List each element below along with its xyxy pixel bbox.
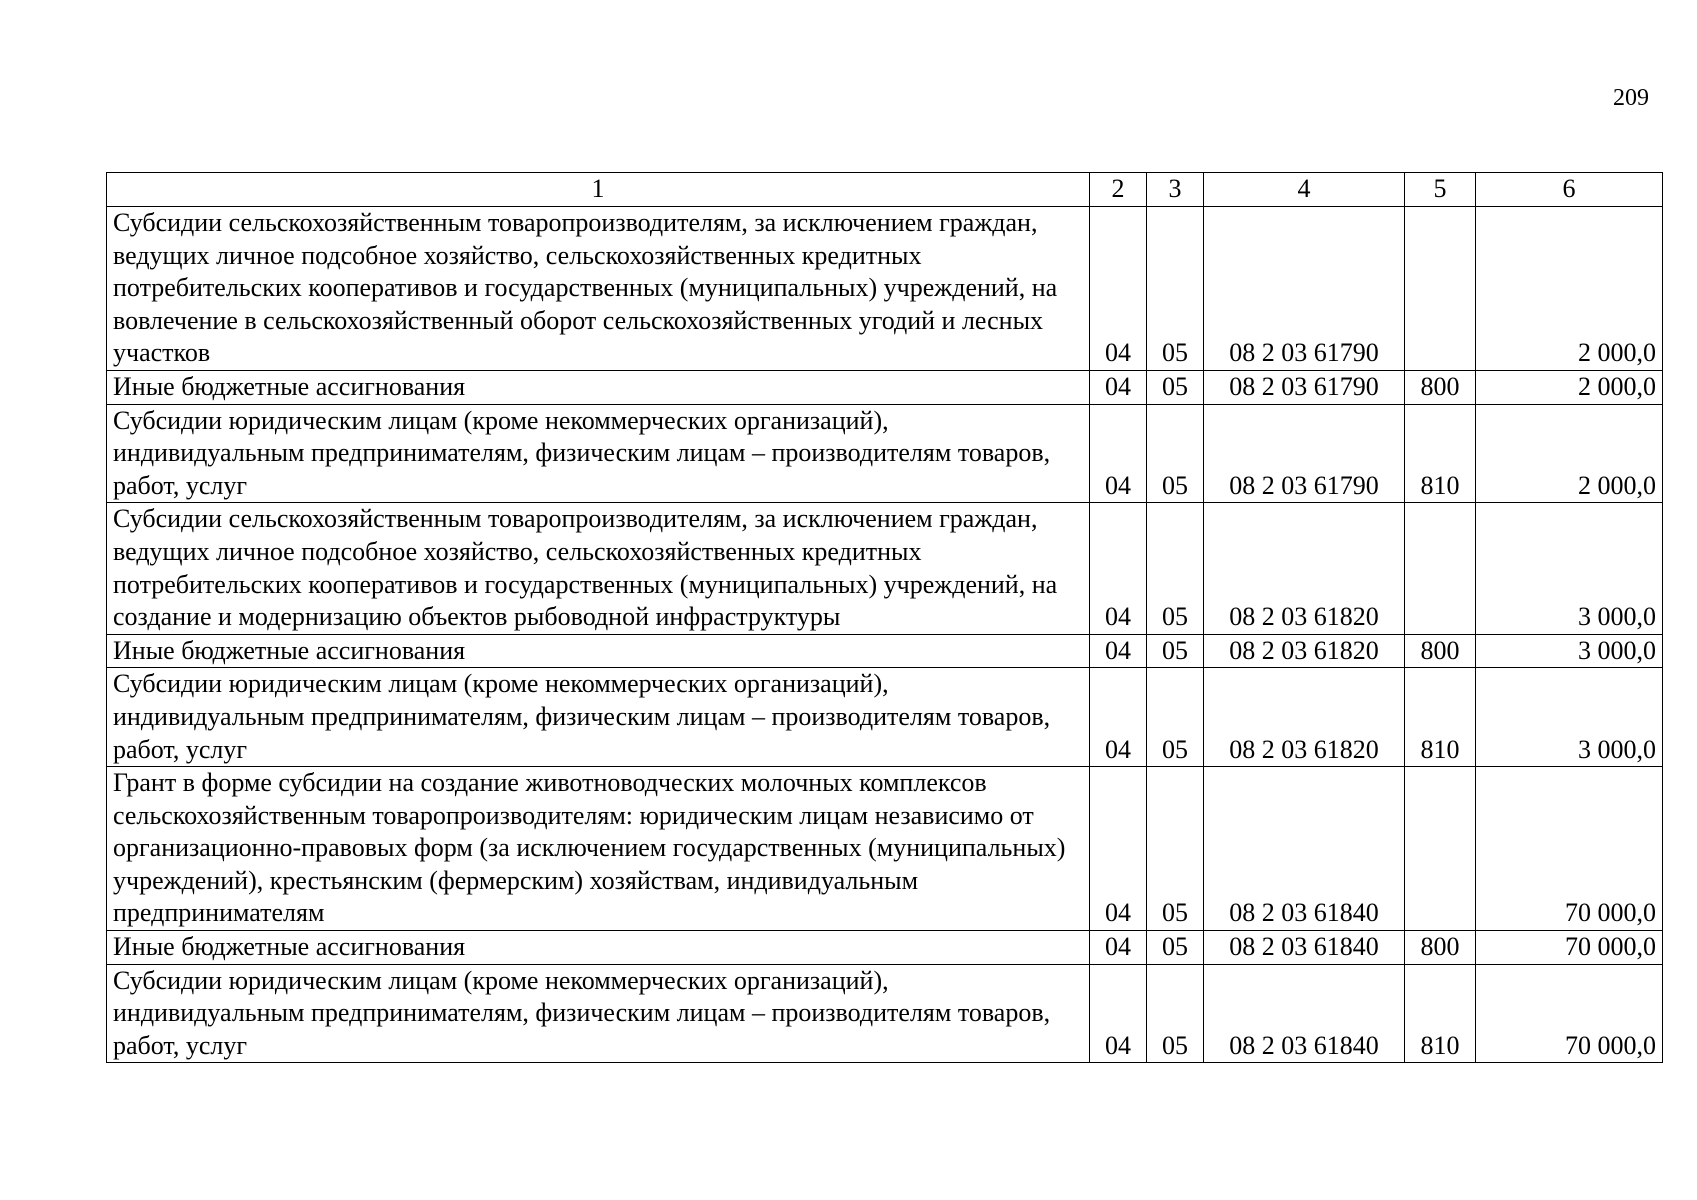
row-name-cell: Иные бюджетные ассигнования — [107, 634, 1090, 668]
row-target-article-cell: 08 2 03 61820 — [1204, 634, 1405, 668]
budget-table — [106, 172, 1663, 1063]
row-target-article-cell: 08 2 03 61840 — [1204, 931, 1405, 965]
row-name-cell: Субсидии юридическим лицам (кроме некоммерческих организаций), индивидуальным предпринимателям, физическим лицам – производителям товаров, работ, услуг — [107, 404, 1090, 503]
row-section-cell: 04 — [1090, 207, 1147, 371]
row-subsection-cell: 05 — [1147, 503, 1204, 634]
row-target-article-cell: 08 2 03 61790 — [1204, 207, 1405, 371]
row-amount-cell: 3 000,0 — [1476, 503, 1663, 634]
row-section-cell: 04 — [1090, 634, 1147, 668]
row-amount-cell: 3 000,0 — [1476, 634, 1663, 668]
header-cell-3: 3 — [1147, 173, 1204, 207]
row-target-article-cell: 08 2 03 61790 — [1204, 404, 1405, 503]
row-name-cell: Субсидии юридическим лицам (кроме некоммерческих организаций), индивидуальным предпринимателям, физическим лицам – производителям товаров, работ, услуг — [107, 964, 1090, 1063]
row-section-cell: 04 — [1090, 404, 1147, 503]
row-target-article-cell: 08 2 03 61790 — [1204, 370, 1405, 404]
row-expense-type-cell: 800 — [1405, 634, 1476, 668]
header-cell-4: 4 — [1204, 173, 1405, 207]
row-expense-type-cell — [1405, 503, 1476, 634]
row-expense-type-cell: 800 — [1405, 370, 1476, 404]
table-row — [107, 668, 1663, 767]
page-number: 209 — [1613, 85, 1649, 111]
row-amount-cell: 70 000,0 — [1476, 767, 1663, 931]
row-name-cell: Субсидии сельскохозяйственным товаропроизводителям, за исключением граждан, ведущих личное подсобное хозяйство, сельскохозяйственных кредитных потребительских кооперативов и государственных (муниципальных) учреждений, на вовлечение в сельскохозяйственный оборот сельскохозяйственных угодий и лесных участков — [107, 207, 1090, 371]
row-expense-type-cell: 810 — [1405, 404, 1476, 503]
row-section-cell: 04 — [1090, 370, 1147, 404]
row-target-article-cell: 08 2 03 61840 — [1204, 767, 1405, 931]
row-expense-type-cell — [1405, 207, 1476, 371]
row-section-cell: 04 — [1090, 668, 1147, 767]
row-expense-type-cell: 810 — [1405, 668, 1476, 767]
row-name-cell: Грант в форме субсидии на создание животноводческих молочных комплексов сельскохозяйственным товаропроизводителям: юридическим лицам независимо от организационно-правовых форм (за исключением государственных (муниципальных) учреждений), крестьянским (фермерским) хозяйствам, индивидуальным предпринимателям — [107, 767, 1090, 931]
header-cell-6: 6 — [1476, 173, 1663, 207]
header-cell-2: 2 — [1090, 173, 1147, 207]
table-row — [107, 634, 1663, 668]
row-amount-cell: 70 000,0 — [1476, 931, 1663, 965]
row-amount-cell: 3 000,0 — [1476, 668, 1663, 767]
header-cell-5: 5 — [1405, 173, 1476, 207]
row-name-cell: Иные бюджетные ассигнования — [107, 931, 1090, 965]
row-amount-cell: 2 000,0 — [1476, 404, 1663, 503]
row-target-article-cell: 08 2 03 61820 — [1204, 668, 1405, 767]
row-amount-cell: 70 000,0 — [1476, 964, 1663, 1063]
row-name-cell: Субсидии юридическим лицам (кроме некоммерческих организаций), индивидуальным предпринимателям, физическим лицам – производителям товаров, работ, услуг — [107, 668, 1090, 767]
row-section-cell: 04 — [1090, 931, 1147, 965]
table-row — [107, 370, 1663, 404]
row-subsection-cell: 05 — [1147, 668, 1204, 767]
row-expense-type-cell: 800 — [1405, 931, 1476, 965]
row-amount-cell: 2 000,0 — [1476, 207, 1663, 371]
table-row — [107, 404, 1663, 503]
row-subsection-cell: 05 — [1147, 404, 1204, 503]
row-subsection-cell: 05 — [1147, 767, 1204, 931]
row-section-cell: 04 — [1090, 767, 1147, 931]
header-row — [107, 173, 1663, 207]
row-target-article-cell: 08 2 03 61840 — [1204, 964, 1405, 1063]
row-section-cell: 04 — [1090, 503, 1147, 634]
row-amount-cell: 2 000,0 — [1476, 370, 1663, 404]
row-section-cell: 04 — [1090, 964, 1147, 1063]
row-target-article-cell: 08 2 03 61820 — [1204, 503, 1405, 634]
row-name-cell: Субсидии сельскохозяйственным товаропроизводителям, за исключением граждан, ведущих личное подсобное хозяйство, сельскохозяйственных кредитных потребительских кооперативов и государственных (муниципальных) учреждений, на создание и модернизацию объектов рыбоводной инфраструктуры — [107, 503, 1090, 634]
row-subsection-cell: 05 — [1147, 931, 1204, 965]
row-expense-type-cell: 810 — [1405, 964, 1476, 1063]
header-cell-1: 1 — [107, 173, 1090, 207]
row-name-cell: Иные бюджетные ассигнования — [107, 370, 1090, 404]
row-subsection-cell: 05 — [1147, 964, 1204, 1063]
row-subsection-cell: 05 — [1147, 634, 1204, 668]
table-row — [107, 767, 1663, 931]
table-row — [107, 207, 1663, 371]
row-expense-type-cell — [1405, 767, 1476, 931]
row-subsection-cell: 05 — [1147, 370, 1204, 404]
row-subsection-cell: 05 — [1147, 207, 1204, 371]
table-row — [107, 503, 1663, 634]
table-row — [107, 931, 1663, 965]
table-row — [107, 964, 1663, 1063]
